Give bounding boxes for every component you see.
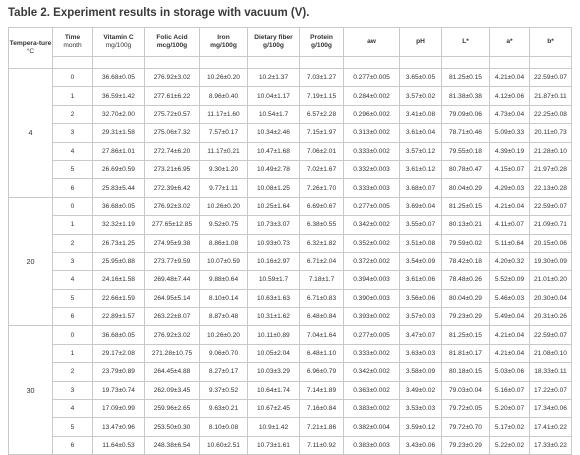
aw-cell: 0.342±0.002 (344, 216, 400, 234)
iron-cell: 9.77±1.11 (200, 179, 248, 197)
ph-cell: 3.61±0.04 (400, 124, 442, 142)
a-cell: 5.20±0.07 (490, 400, 530, 418)
table-row (9, 400, 572, 418)
vitamin-c-cell: 36.68±0.05 (93, 197, 145, 215)
dietary-fiber-cell: 10.49±2.78 (248, 160, 300, 178)
l-cell: 80.04±0.29 (442, 179, 490, 197)
vitamin-c-cell: 17.09±0.99 (93, 400, 145, 418)
b-cell: 17.34±0.06 (530, 400, 572, 418)
b-cell: 17.41±0.22 (530, 418, 572, 436)
l-cell: 80.04±0.29 (442, 289, 490, 307)
dietary-fiber-cell: 10.73±3.07 (248, 216, 300, 234)
a-cell: 4.29±0.03 (490, 179, 530, 197)
protein-cell: 6.32±1.82 (300, 234, 344, 252)
header-dietary-fiber-unit: g/100g (263, 42, 284, 49)
table-row (9, 381, 572, 399)
aw-cell: 0.372±0.002 (344, 252, 400, 270)
b-cell: 19.30±0.09 (530, 252, 572, 270)
vitamin-c-cell: 26.69±0.59 (93, 160, 145, 178)
aw-cell: 0.390±0.003 (344, 289, 400, 307)
time-cell: 5 (53, 160, 93, 178)
dietary-fiber-cell: 10.2±1.37 (248, 69, 300, 87)
vitamin-c-cell: 32.70±2.00 (93, 105, 145, 123)
protein-cell: 6.48±1.10 (300, 344, 344, 362)
table-row (9, 234, 572, 252)
protein-cell: 7.15±1.97 (300, 124, 344, 142)
protein-cell: 7.06±2.01 (300, 142, 344, 160)
header-iron-label: Iron (217, 34, 230, 41)
time-cell: 1 (53, 87, 93, 105)
header-time-unit: month (63, 42, 82, 49)
ph-cell: 3.58±0.09 (400, 363, 442, 381)
iron-cell: 9.63±0.21 (200, 400, 248, 418)
protein-cell: 6.57±2.28 (300, 105, 344, 123)
b-cell: 22.59±0.07 (530, 197, 572, 215)
folic-acid-cell: 275.06±7.32 (145, 124, 200, 142)
header-iron-unit: mg/100g (210, 42, 237, 49)
folic-acid-cell: 276.92±3.02 (145, 69, 200, 87)
dietary-fiber-cell: 10.67±2.45 (248, 400, 300, 418)
header-a: a* (490, 28, 530, 57)
ph-cell: 3.49±0.02 (400, 381, 442, 399)
header-dietary-fiber-label: Dietary fiber (254, 34, 293, 41)
table-row (9, 69, 572, 87)
b-cell: 21.09±0.71 (530, 216, 572, 234)
time-cell: 1 (53, 216, 93, 234)
time-cell: 2 (53, 363, 93, 381)
aw-cell: 0.333±0.002 (344, 344, 400, 362)
protein-cell: 6.71±2.04 (300, 252, 344, 270)
table-header (9, 28, 572, 69)
a-cell: 5.52±0.09 (490, 271, 530, 289)
protein-cell: 7.21±1.86 (300, 418, 344, 436)
header-folic-acid (145, 28, 200, 57)
iron-cell: 10.07±0.59 (200, 252, 248, 270)
folic-acid-cell: 248.38±6.54 (145, 436, 200, 454)
table-row (9, 436, 572, 454)
header-folic-acid-unit: mcg/100g (156, 42, 188, 49)
aw-cell: 0.383±0.003 (344, 436, 400, 454)
table-row (9, 418, 572, 436)
header-b: b* (530, 28, 572, 57)
aw-cell: 0.313±0.002 (344, 124, 400, 142)
a-cell: 5.22±0.02 (490, 436, 530, 454)
time-cell: 5 (53, 418, 93, 436)
aw-cell: 0.393±0.002 (344, 308, 400, 326)
header-time-label: Time (64, 34, 81, 41)
aw-cell: 0.383±0.002 (344, 400, 400, 418)
time-cell: 4 (53, 142, 93, 160)
iron-cell: 11.17±0.21 (200, 142, 248, 160)
a-cell: 4.21±0.04 (490, 69, 530, 87)
l-cell: 79.23±0.29 (442, 436, 490, 454)
header-blank (490, 57, 530, 69)
vitamin-c-cell: 27.86±1.01 (93, 142, 145, 160)
temperature-cell: 30 (9, 326, 53, 455)
header-temperature-unit: °C (26, 48, 35, 55)
time-cell: 2 (53, 105, 93, 123)
protein-cell: 7.04±1.64 (300, 326, 344, 344)
table-row (9, 271, 572, 289)
a-cell: 4.21±0.04 (490, 344, 530, 362)
aw-cell: 0.363±0.002 (344, 381, 400, 399)
ph-cell: 3.57±0.02 (400, 87, 442, 105)
folic-acid-cell: 269.48±7.44 (145, 271, 200, 289)
ph-cell: 3.41±0.08 (400, 105, 442, 123)
ph-cell: 3.69±0.04 (400, 197, 442, 215)
l-cell: 78.71±0.46 (442, 124, 490, 142)
vitamin-c-cell: 36.59±1.42 (93, 87, 145, 105)
l-cell: 79.72±0.70 (442, 418, 490, 436)
l-cell: 79.23±0.29 (442, 308, 490, 326)
results-table (8, 27, 572, 455)
folic-acid-cell: 276.92±3.02 (145, 197, 200, 215)
ph-cell: 3.53±0.03 (400, 400, 442, 418)
vitamin-c-cell: 24.16±1.58 (93, 271, 145, 289)
time-cell: 3 (53, 252, 93, 270)
l-cell: 79.09±0.06 (442, 105, 490, 123)
table-row (9, 124, 572, 142)
vitamin-c-cell: 19.73±0.74 (93, 381, 145, 399)
b-cell: 18.33±0.11 (530, 363, 572, 381)
vitamin-c-cell: 32.32±1.19 (93, 216, 145, 234)
header-time (53, 28, 93, 57)
iron-cell: 10.60±2.51 (200, 436, 248, 454)
folic-acid-cell: 271.28±10.75 (145, 344, 200, 362)
ph-cell: 3.61±0.12 (400, 160, 442, 178)
dietary-fiber-cell: 10.16±2.97 (248, 252, 300, 270)
a-cell: 4.12±0.06 (490, 87, 530, 105)
iron-cell: 9.37±0.52 (200, 381, 248, 399)
a-cell: 5.11±0.64 (490, 234, 530, 252)
l-cell: 79.03±0.04 (442, 381, 490, 399)
b-cell: 20.11±0.73 (530, 124, 572, 142)
dietary-fiber-cell: 10.54±1.7 (248, 105, 300, 123)
iron-cell: 10.26±0.20 (200, 197, 248, 215)
l-cell: 80.18±0.15 (442, 363, 490, 381)
time-cell: 1 (53, 344, 93, 362)
folic-acid-cell: 259.96±2.65 (145, 400, 200, 418)
time-cell: 0 (53, 197, 93, 215)
protein-cell: 6.71±0.83 (300, 289, 344, 307)
time-cell: 0 (53, 69, 93, 87)
a-cell: 5.49±0.04 (490, 308, 530, 326)
dietary-fiber-cell: 10.08±1.25 (248, 179, 300, 197)
vitamin-c-cell: 36.68±0.05 (93, 69, 145, 87)
time-cell: 0 (53, 326, 93, 344)
time-cell: 2 (53, 234, 93, 252)
dietary-fiber-cell: 10.11±0.89 (248, 326, 300, 344)
folic-acid-cell: 275.72±0.57 (145, 105, 200, 123)
protein-cell: 6.48±0.84 (300, 308, 344, 326)
ph-cell: 3.59±0.12 (400, 418, 442, 436)
b-cell: 21.28±0.10 (530, 142, 572, 160)
a-cell: 5.09±0.33 (490, 124, 530, 142)
iron-cell: 10.26±0.20 (200, 326, 248, 344)
vitamin-c-cell: 26.73±1.25 (93, 234, 145, 252)
iron-cell: 8.87±0.48 (200, 308, 248, 326)
header-blank (300, 57, 344, 69)
protein-cell: 7.14±1.89 (300, 381, 344, 399)
l-cell: 78.42±0.18 (442, 252, 490, 270)
header-vitamin-c-unit: mg/100g (105, 42, 132, 49)
folic-acid-cell: 262.09±3.45 (145, 381, 200, 399)
dietary-fiber-cell: 10.31±1.62 (248, 308, 300, 326)
header-dietary-fiber (248, 28, 300, 57)
time-cell: 5 (53, 289, 93, 307)
ph-cell: 3.47±0.07 (400, 326, 442, 344)
folic-acid-cell: 273.77±9.59 (145, 252, 200, 270)
ph-cell: 3.56±0.06 (400, 289, 442, 307)
b-cell: 17.22±0.07 (530, 381, 572, 399)
time-cell: 6 (53, 308, 93, 326)
folic-acid-cell: 274.95±9.38 (145, 234, 200, 252)
folic-acid-cell: 263.22±8.07 (145, 308, 200, 326)
header-protein-unit: g/100g (311, 42, 332, 49)
vitamin-c-cell: 13.47±0.96 (93, 418, 145, 436)
aw-cell: 0.284±0.002 (344, 87, 400, 105)
table-row (9, 105, 572, 123)
time-cell: 3 (53, 124, 93, 142)
table-row (9, 363, 572, 381)
ph-cell: 3.65±0.05 (400, 69, 442, 87)
b-cell: 21.87±0.11 (530, 87, 572, 105)
header-blank (442, 57, 490, 69)
iron-cell: 11.17±1.60 (200, 105, 248, 123)
folic-acid-cell: 264.95±5.14 (145, 289, 200, 307)
l-cell: 81.25±0.15 (442, 69, 490, 87)
header-blank (530, 57, 572, 69)
ph-cell: 3.68±0.07 (400, 179, 442, 197)
time-cell: 6 (53, 436, 93, 454)
a-cell: 5.46±0.03 (490, 289, 530, 307)
iron-cell: 7.57±0.17 (200, 124, 248, 142)
folic-acid-cell: 277.65±12.85 (145, 216, 200, 234)
header-blank (53, 57, 93, 69)
table-row (9, 252, 572, 270)
dietary-fiber-cell: 10.63±1.63 (248, 289, 300, 307)
vitamin-c-cell: 22.66±1.59 (93, 289, 145, 307)
b-cell: 22.13±0.28 (530, 179, 572, 197)
temperature-cell: 4 (9, 69, 53, 198)
l-cell: 79.72±0.05 (442, 400, 490, 418)
iron-cell: 8.96±0.40 (200, 87, 248, 105)
b-cell: 22.25±0.08 (530, 105, 572, 123)
table-row (9, 179, 572, 197)
ph-cell: 3.63±0.03 (400, 344, 442, 362)
folic-acid-cell: 276.92±3.02 (145, 326, 200, 344)
time-cell: 6 (53, 179, 93, 197)
a-cell: 4.21±0.04 (490, 326, 530, 344)
l-cell: 81.25±0.15 (442, 326, 490, 344)
dietary-fiber-cell: 10.04±1.17 (248, 87, 300, 105)
table-row (9, 308, 572, 326)
b-cell: 20.30±0.04 (530, 289, 572, 307)
dietary-fiber-cell: 10.25±1.64 (248, 197, 300, 215)
folic-acid-cell: 272.74±6.20 (145, 142, 200, 160)
header-protein-label: Protein (310, 34, 333, 41)
dietary-fiber-cell: 10.34±2.46 (248, 124, 300, 142)
ph-cell: 3.54±0.09 (400, 252, 442, 270)
header-blank (248, 57, 300, 69)
b-cell: 20.15±0.06 (530, 234, 572, 252)
dietary-fiber-cell: 10.93±0.73 (248, 234, 300, 252)
table-row (9, 87, 572, 105)
l-cell: 81.38±0.38 (442, 87, 490, 105)
l-cell: 80.13±0.21 (442, 216, 490, 234)
b-cell: 21.97±0.28 (530, 160, 572, 178)
table-body (9, 69, 572, 455)
header-iron (200, 28, 248, 57)
time-cell: 4 (53, 400, 93, 418)
header-temperature (9, 28, 53, 69)
table-row (9, 142, 572, 160)
vitamin-c-cell: 25.95±0.88 (93, 252, 145, 270)
iron-cell: 8.10±0.08 (200, 418, 248, 436)
protein-cell: 7.11±0.92 (300, 436, 344, 454)
vitamin-c-cell: 29.17±2.08 (93, 344, 145, 362)
b-cell: 20.31±0.26 (530, 308, 572, 326)
aw-cell: 0.382±0.004 (344, 418, 400, 436)
table-row (9, 160, 572, 178)
protein-cell: 7.16±0.84 (300, 400, 344, 418)
b-cell: 21.01±0.20 (530, 271, 572, 289)
folic-acid-cell: 273.21±6.95 (145, 160, 200, 178)
protein-cell: 7.02±1.67 (300, 160, 344, 178)
table-row (9, 344, 572, 362)
folic-acid-cell: 264.45±4.88 (145, 363, 200, 381)
protein-cell: 6.69±0.67 (300, 197, 344, 215)
l-cell: 81.25±0.15 (442, 197, 490, 215)
a-cell: 4.39±0.19 (490, 142, 530, 160)
aw-cell: 0.277±0.005 (344, 326, 400, 344)
header-blank (200, 57, 248, 69)
vitamin-c-cell: 22.89±1.57 (93, 308, 145, 326)
l-cell: 78.48±0.26 (442, 271, 490, 289)
table-row (9, 289, 572, 307)
aw-cell: 0.332±0.003 (344, 160, 400, 178)
iron-cell: 9.30±1.20 (200, 160, 248, 178)
time-cell: 3 (53, 381, 93, 399)
aw-cell: 0.394±0.003 (344, 271, 400, 289)
aw-cell: 0.277±0.005 (344, 69, 400, 87)
vitamin-c-cell: 11.64±0.53 (93, 436, 145, 454)
header-protein (300, 28, 344, 57)
iron-cell: 10.26±0.20 (200, 69, 248, 87)
protein-cell: 7.03±1.27 (300, 69, 344, 87)
aw-cell: 0.342±0.002 (344, 363, 400, 381)
a-cell: 5.17±0.02 (490, 418, 530, 436)
a-cell: 5.16±0.07 (490, 381, 530, 399)
ph-cell: 3.55±0.07 (400, 216, 442, 234)
aw-cell: 0.277±0.005 (344, 197, 400, 215)
vitamin-c-cell: 23.79±0.89 (93, 363, 145, 381)
protein-cell: 6.38±0.55 (300, 216, 344, 234)
header-ph: pH (400, 28, 442, 57)
a-cell: 4.21±0.04 (490, 197, 530, 215)
vitamin-c-cell: 36.68±0.05 (93, 326, 145, 344)
ph-cell: 3.57±0.03 (400, 308, 442, 326)
ph-cell: 3.57±0.12 (400, 142, 442, 160)
a-cell: 4.15±0.07 (490, 160, 530, 178)
header-blank (400, 57, 442, 69)
header-blank (93, 57, 145, 69)
iron-cell: 9.88±0.64 (200, 271, 248, 289)
dietary-fiber-cell: 10.73±1.61 (248, 436, 300, 454)
header-aw: aw (344, 28, 400, 57)
vitamin-c-cell: 25.83±5.44 (93, 179, 145, 197)
table-title: Table 2. Experiment results in storage with vacuum (V). (8, 7, 310, 19)
protein-cell: 7.26±1.70 (300, 179, 344, 197)
b-cell: 22.59±0.07 (530, 69, 572, 87)
a-cell: 4.11±0.07 (490, 216, 530, 234)
b-cell: 17.33±0.22 (530, 436, 572, 454)
header-folic-acid-label: Folic Acid (156, 34, 188, 41)
time-cell: 4 (53, 271, 93, 289)
iron-cell: 8.10±0.14 (200, 289, 248, 307)
ph-cell: 3.51±0.08 (400, 234, 442, 252)
ph-cell: 3.43±0.06 (400, 436, 442, 454)
dietary-fiber-cell: 10.64±1.74 (248, 381, 300, 399)
a-cell: 4.73±0.04 (490, 105, 530, 123)
header-blank (344, 57, 400, 69)
dietary-fiber-cell: 10.59±1.7 (248, 271, 300, 289)
protein-cell: 7.18±1.7 (300, 271, 344, 289)
folic-acid-cell: 277.61±6.22 (145, 87, 200, 105)
header-l: L* (442, 28, 490, 57)
ph-cell: 3.61±0.06 (400, 271, 442, 289)
aw-cell: 0.333±0.003 (344, 179, 400, 197)
b-cell: 21.08±0.10 (530, 344, 572, 362)
aw-cell: 0.352±0.002 (344, 234, 400, 252)
header-vitamin-c (93, 28, 145, 57)
a-cell: 4.20±0.32 (490, 252, 530, 270)
iron-cell: 8.27±0.17 (200, 363, 248, 381)
protein-cell: 7.19±1.15 (300, 87, 344, 105)
dietary-fiber-cell: 10.03±3.29 (248, 363, 300, 381)
b-cell: 22.59±0.07 (530, 326, 572, 344)
folic-acid-cell: 272.39±6.42 (145, 179, 200, 197)
dietary-fiber-cell: 10.9±1.42 (248, 418, 300, 436)
header-temperature-label: Tempera-ture (9, 40, 52, 47)
l-cell: 80.78±0.47 (442, 160, 490, 178)
iron-cell: 9.06±0.70 (200, 344, 248, 362)
dietary-fiber-cell: 10.05±2.04 (248, 344, 300, 362)
iron-cell: 9.52±0.75 (200, 216, 248, 234)
temperature-cell: 20 (9, 197, 53, 326)
table-row (9, 326, 572, 344)
l-cell: 81.81±0.17 (442, 344, 490, 362)
l-cell: 79.59±0.02 (442, 234, 490, 252)
table-row (9, 197, 572, 215)
protein-cell: 6.96±0.79 (300, 363, 344, 381)
a-cell: 5.03±0.06 (490, 363, 530, 381)
vitamin-c-cell: 29.31±1.58 (93, 124, 145, 142)
header-vitamin-c-label: Vitamin C (103, 34, 134, 41)
folic-acid-cell: 253.50±0.30 (145, 418, 200, 436)
l-cell: 79.55±0.18 (442, 142, 490, 160)
dietary-fiber-cell: 10.47±1.68 (248, 142, 300, 160)
aw-cell: 0.296±0.002 (344, 105, 400, 123)
table-row (9, 216, 572, 234)
aw-cell: 0.333±0.002 (344, 142, 400, 160)
header-blank (145, 57, 200, 69)
iron-cell: 8.86±1.08 (200, 234, 248, 252)
